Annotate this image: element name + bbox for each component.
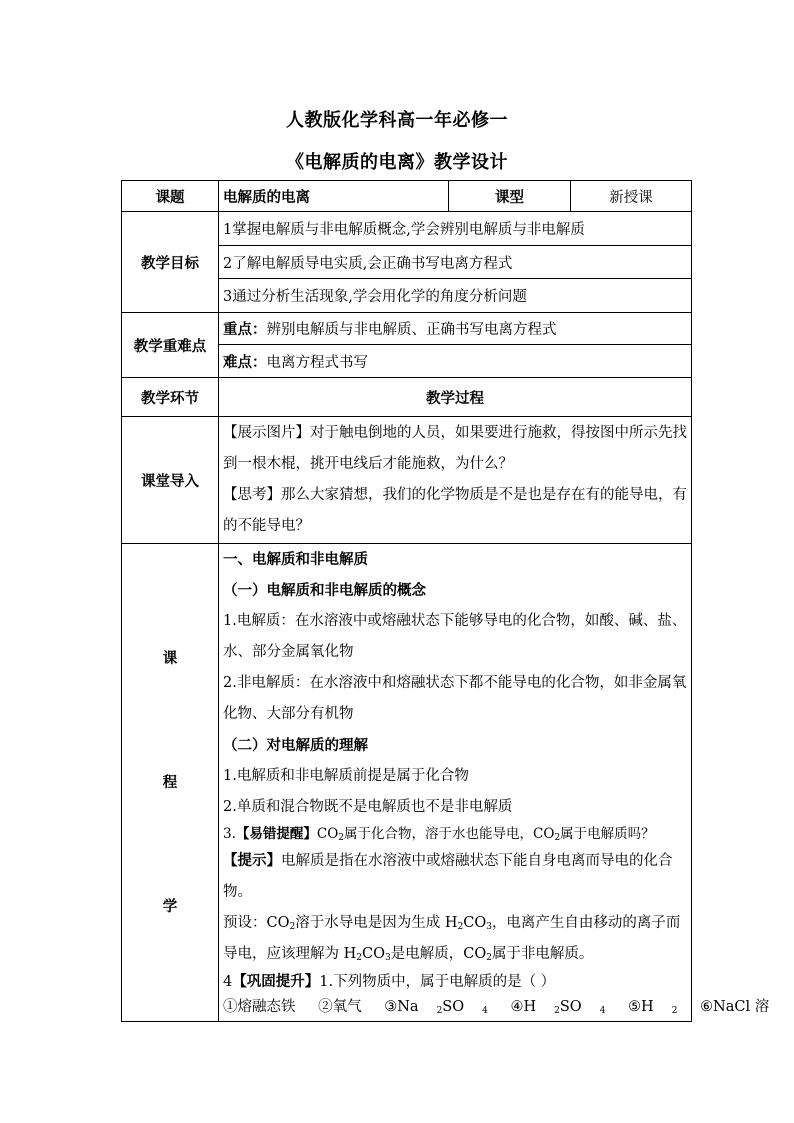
subscript: 3 [384,953,391,963]
type-value: 新授课 [571,181,692,212]
presumption-text: CO [362,946,385,962]
key-points-label: 教学重难点 [122,313,219,378]
exercise-question: 1.下列物质中，属于电解质的是（ ） [319,974,556,990]
objective-item: 3通过分析生活现象,学会用化学的角度分析问题 [219,279,692,313]
subscript: 2 [356,953,362,963]
subscript: 4 [482,1006,488,1016]
intro-label: 课堂导入 [122,417,219,544]
intro-text-2: 那么大家猜想，我们的化学物质是不是也是存在有的能导电，有的不能导电？ [223,487,687,534]
difficult-point-text: 电离方程式书写 [266,354,368,371]
key-point-text: 辨别电解质与非电解质、正确书写电离方程式 [266,322,557,338]
exercise-number: 4 [223,974,233,990]
intro-row [122,417,692,544]
presumption-text: 溶于水导电是因为生成 H [295,915,458,931]
tip-number: 3. [223,826,236,842]
understanding-1: 1.电解质和非电解质前提是属于化合物 [223,768,469,784]
process-label-char: 程 [162,774,178,791]
topic-label: 课题 [122,181,219,212]
definition-nonelectrolyte: 2.非电解质：在水溶液中和熔融状态下都不能导电的化合物，如非金属氧化物、大部分有机物 [223,675,687,722]
tip-tag: 【易错提醒】 [235,826,317,842]
understanding-2: 2.单质和混合物既不是电解质也不是非电解质 [223,799,513,815]
option-6: ⑥NaCl 溶 [700,999,770,1015]
type-label: 课型 [449,181,571,212]
option-2: ②氧气 [318,999,362,1015]
heading-3: （二）对电解质的理解 [223,737,368,754]
process-content [219,544,770,1022]
process-stage-label [122,544,219,1022]
process-label: 教学过程 [219,378,692,417]
difficult-point-prefix: 难点： [223,353,267,371]
intro-paragraph-1 [223,418,687,480]
key-point-prefix: 重点： [223,321,267,338]
option-5 [628,994,677,1020]
info-row [122,181,692,212]
option-text: SO [559,999,582,1015]
process-label-char: 课 [162,650,178,667]
document-title-line1: 人教版化学科高一年必修一 [286,110,508,131]
subscript: 2 [554,833,561,843]
objective-item: 2了解电解质导电实质,会正确书写电离方程式 [219,246,692,279]
subscript: 2 [671,1006,678,1016]
document-title-line2: 《电解质的电离》教学设计 [286,152,508,173]
exercise-tag: 【巩固提升】 [232,973,320,990]
subscript: 2 [338,833,345,843]
subscript: 2 [289,922,296,932]
subscript: 4 [599,1006,606,1016]
option-text: ④H [510,999,537,1015]
topic-value: 电解质的电离 [219,181,449,212]
presumption-text: 预设：CO [223,915,290,931]
subscript: 2 [554,1006,560,1016]
hint-text: 电解质是指在水溶液中或熔融状态下能自身电离而导电的化合物。 [223,853,673,900]
hint [223,845,687,908]
presumption-text: CO [463,915,487,931]
subscript: 2 [457,922,464,932]
objectives-label: 教学目标 [122,212,219,313]
presumption-text: ，电离产生自由移动的离子而导电，应该理解为 H [223,915,681,962]
subscript: 2 [486,953,492,963]
intro-tag-2: 【思考】 [223,487,281,503]
section-header-row [122,378,692,417]
intro-paragraph-2 [223,480,687,542]
lesson-plan-table [121,180,770,1022]
subscript: 3 [486,922,492,932]
presumption-text: 是电解质，CO [390,946,487,962]
option-1: ①熔融态铁 [223,999,296,1015]
objectives-row-1 [122,212,692,246]
key-points-row-1 [122,313,692,345]
tip-text: 属于电解质吗？ [560,826,655,842]
heading-1: 一、电解质和非电解质 [223,551,368,568]
tip-text: 属于化合物，溶于水也能导电，CO [344,826,555,842]
stage-label: 教学环节 [122,378,219,417]
option-text: SO [442,999,465,1015]
intro-content [219,417,692,544]
process-row [122,544,692,1022]
option-4 [510,994,605,1020]
tip-text: CO [316,826,339,842]
subscript: 2 [436,1006,443,1016]
key-point [219,313,692,345]
option-text: ③Na [384,999,419,1015]
exercise-options [223,994,770,1020]
option-text: ⑤H [628,999,654,1015]
heading-2: （一）电解质和非电解质的概念 [223,582,426,599]
intro-tag-1: 【展示图片】 [223,425,310,441]
exercise [223,970,687,994]
error-tip [223,823,687,845]
presumption [223,908,687,970]
intro-text-1: 对于触电倒地的人员，如果要进行施救，得按图中所示先找到一根木棍，挑开电线后才能施救，为什么？ [223,425,687,472]
difficult-point [219,345,692,378]
process-label-char: 学 [162,898,178,915]
presumption-text: 属于非电解质。 [491,946,594,962]
hint-tag: 【提示】 [223,852,281,869]
option-3 [384,994,488,1020]
objective-item: 1掌握电解质与非电解质概念,学会辨别电解质与非电解质 [219,212,692,246]
definition-electrolyte: 1.电解质：在水溶液中或熔融状态下能够导电的化合物，如酸、碱、盐、水、部分金属氧化物 [223,613,687,660]
